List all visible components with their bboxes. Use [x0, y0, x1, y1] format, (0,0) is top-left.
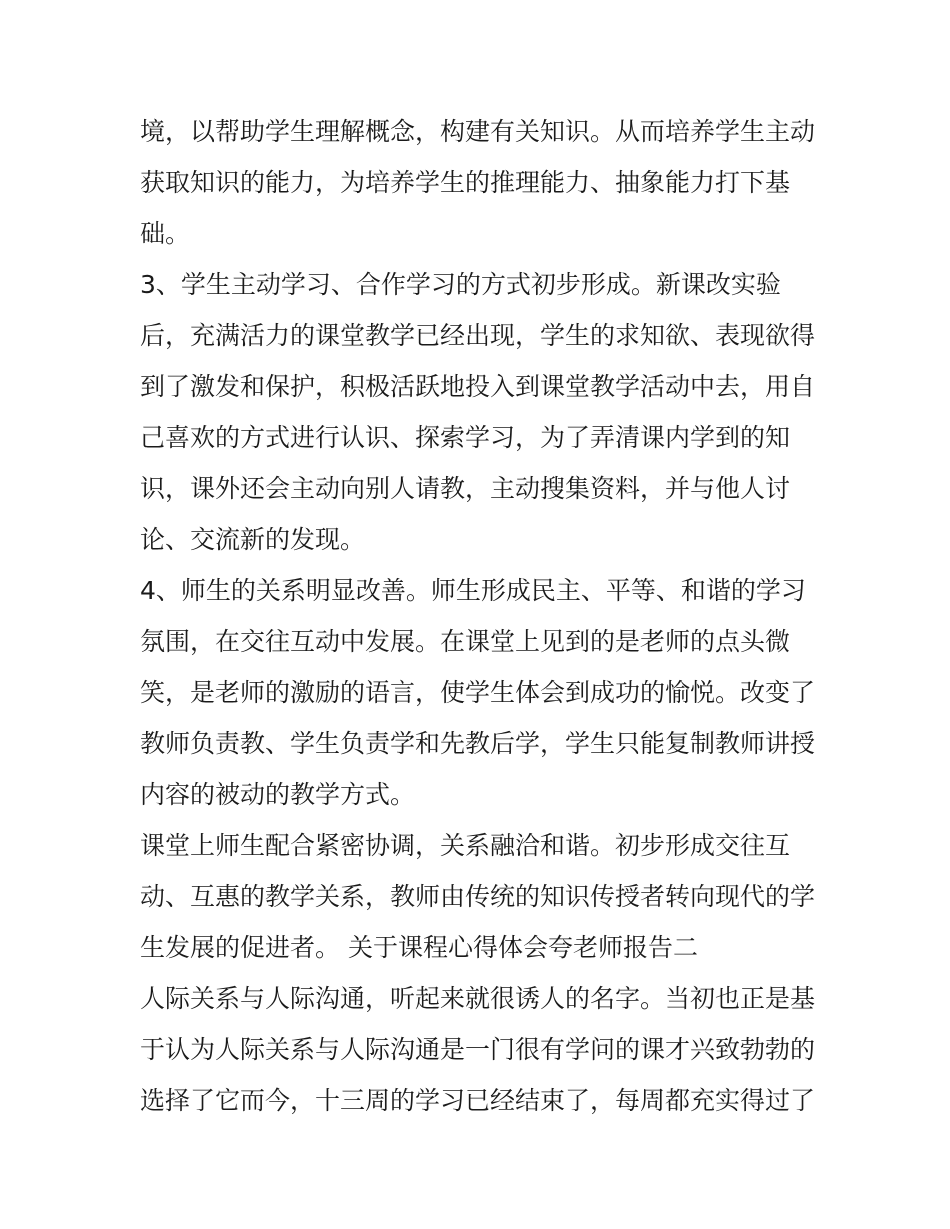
body-text [140, 106, 820, 1126]
text-line: 论、交流新的发现。 [140, 525, 366, 554]
text-line: 动、互惠的教学关系，教师由传统的知识传授者转向现代的学 [140, 882, 816, 911]
text-line: 到了激发和保护，积极活跃地投入到课堂教学活动中去，用自 [140, 372, 816, 401]
text-line: 境，以帮助学生理解概念，构建有关知识。从而培养学生主动 [140, 117, 816, 146]
text-line: 选择了它而今，十三周的学习已经结束了，每周都充实得过了 [140, 1086, 816, 1115]
text-line: 础。 [140, 219, 191, 248]
text-line: 教师负责教、学生负责学和先教后学，学生只能复制教师讲授 [140, 729, 816, 758]
text-line: 3、学生主动学习、合作学习的方式初步形成。新课改实验 [140, 270, 781, 299]
text-line: 笑，是老师的激励的语言，使学生体会到成功的愉悦。改变了 [140, 678, 816, 707]
text-line: 获取知识的能力，为培养学生的推理能力、抽象能力打下基 [140, 168, 791, 197]
text-line: 4、师生的关系明显改善。师生形成民主、平等、和谐的学习 [140, 576, 806, 605]
text-line: 氛围，在交往互动中发展。在课堂上见到的是老师的点头微 [140, 627, 791, 656]
text-line: 己喜欢的方式进行认识、探索学习，为了弄清课内学到的知 [140, 423, 791, 452]
text-line: 后，充满活力的课堂教学已经出现，学生的求知欲、表现欲得 [140, 321, 816, 350]
text-line: 于认为人际关系与人际沟通是一门很有学问的课才兴致勃勃的 [140, 1035, 816, 1064]
text-line: 人际关系与人际沟通，听起来就很诱人的名字。当初也正是基 [140, 984, 816, 1013]
text-line: 识，课外还会主动向别人请教，主动搜集资料，并与他人讨 [140, 474, 791, 503]
text-line: 课堂上师生配合紧密协调，关系融洽和谐。初步形成交往互 [140, 831, 791, 860]
text-line: 内容的被动的教学方式。 [140, 780, 416, 809]
text-line: 生发展的促进者。 关于课程心得体会夸老师报告二 [140, 933, 698, 962]
